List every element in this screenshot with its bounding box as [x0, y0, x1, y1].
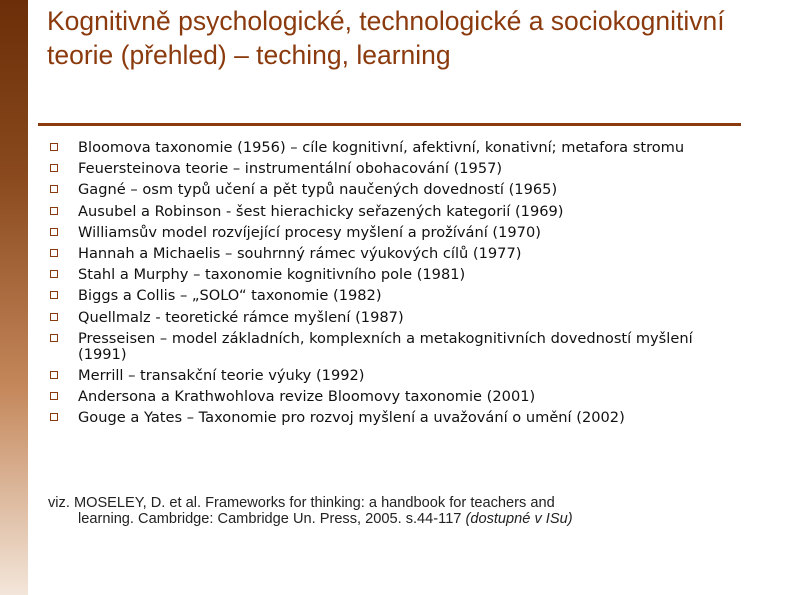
decorative-sidebar: [0, 0, 28, 595]
list-item-text: Quellmalz - teoretické rámce myšlení (1987): [78, 308, 404, 326]
square-bullet-icon: [50, 270, 58, 278]
slide-title: Kognitivně psychologické, technologické a sociokognitivní teorie (přehled) – teching, learning: [47, 6, 725, 70]
square-bullet-icon: [50, 164, 58, 172]
list-item: [48, 389, 738, 405]
reference-note: [48, 495, 738, 527]
reference-line-2: learning. Cambridge: Cambridge Un. Press, 2005. s.44-117: [78, 511, 462, 527]
list-item: [48, 410, 738, 426]
theory-list: [48, 140, 738, 431]
list-item-text: Stahl a Murphy – taxonomie kognitivního pole (1981): [78, 266, 466, 284]
square-bullet-icon: [50, 413, 58, 421]
square-bullet-icon: [50, 291, 58, 299]
title-divider: [38, 123, 741, 126]
square-bullet-icon: [50, 207, 58, 215]
list-item: [48, 204, 738, 220]
reference-line-2-wrap: [48, 511, 738, 527]
list-item-text: Gouge a Yates – Taxonomie pro rozvoj myšlení a uvažování o umění (2002): [78, 409, 625, 427]
list-item: [48, 331, 738, 363]
list-item-text: Williamsův model rozvíjející procesy myšlení a prožívání (1970): [78, 223, 541, 241]
list-item-text: Hannah a Michaelis – souhrnný rámec výukových cílů (1977): [78, 244, 522, 262]
list-item: [48, 246, 738, 262]
list-item-text: Merrill – transakční teorie výuky (1992): [78, 366, 365, 384]
list-item-text: Andersona a Krathwohlova revize Bloomovy taxonomie (2001): [78, 388, 536, 406]
list-item: [48, 182, 738, 198]
list-item: [48, 225, 738, 241]
square-bullet-icon: [50, 313, 58, 321]
square-bullet-icon: [50, 143, 58, 151]
list-item: [48, 288, 738, 304]
list-item-text: Biggs a Collis – „SOLO“ taxonomie (1982): [78, 287, 382, 305]
square-bullet-icon: [50, 249, 58, 257]
list-item: [48, 310, 738, 326]
list-item-text: Feuersteinova teorie – instrumentální obohacování (1957): [78, 160, 503, 178]
square-bullet-icon: [50, 185, 58, 193]
square-bullet-icon: [50, 392, 58, 400]
reference-line-1: viz. MOSELEY, D. et al. Frameworks for thinking: a handbook for teachers and: [48, 495, 555, 511]
availability-note: (dostupné v ISu): [465, 511, 573, 527]
list-item: [48, 267, 738, 283]
square-bullet-icon: [50, 371, 58, 379]
square-bullet-icon: [50, 228, 58, 236]
list-item-text: Ausubel a Robinson - šest hierachicky seřazených kategorií (1969): [78, 202, 564, 220]
list-item: [48, 140, 738, 156]
list-item-text: Presseisen – model základních, komplexních a metakognitivních dovedností myšlení (1991): [78, 329, 693, 363]
list-item: [48, 368, 738, 384]
list-item-text: Gagné – osm typů učení a pět typů naučených dovedností (1965): [78, 181, 558, 199]
list-item-text: Bloomova taxonomie (1956) – cíle kognitivní, afektivní, konativní; metafora stromu: [78, 139, 685, 156]
list-item: [48, 161, 738, 177]
square-bullet-icon: [50, 334, 58, 342]
